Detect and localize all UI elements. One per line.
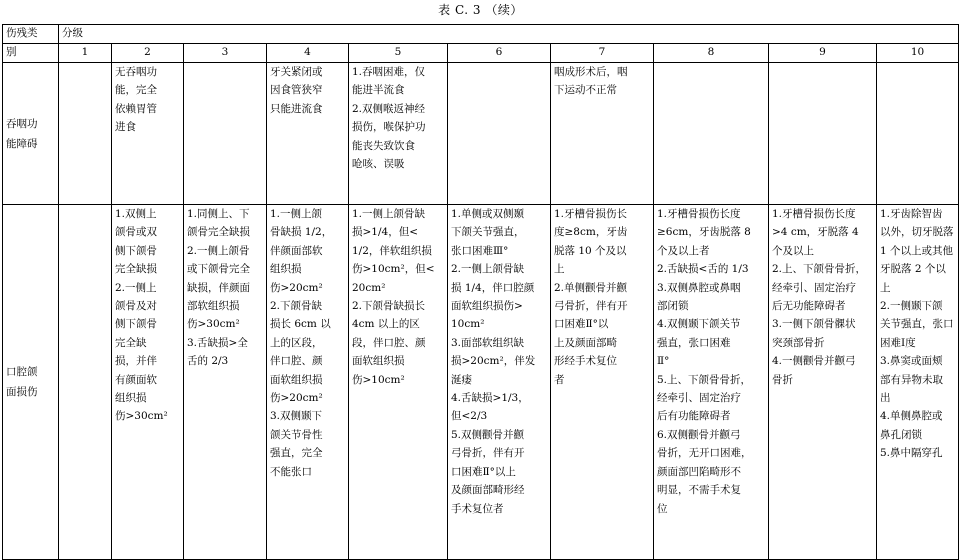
table-row: [3, 205, 959, 560]
grade-number: 5: [349, 44, 448, 63]
table-cell: 1.牙槽骨损伤长度 >4 cm，牙脱落 4 个及以上 2.上、下颌骨骨折， 经牵引、固定治疗 后无功能障碍者 3.一侧下颌骨髁状 突颈部骨折 4.一侧颧骨并颧弓 骨折: [769, 205, 877, 560]
table-cell: [59, 63, 112, 205]
grade-number: 9: [769, 44, 877, 63]
table-caption: 表 C. 3 （续）: [438, 3, 523, 17]
grade-header: 分级: [59, 25, 959, 44]
category-header-top: 伤残类: [3, 25, 59, 44]
table-cell: 1.一侧上颌 骨缺损 1/2， 伴颜面部软 组织损 伤>20cm² 2.下颌骨缺 损长 6cm 以 上的区段， 伴口腔、颜 面软组织损 伤>20cm² 3.双侧颞下 颌关节骨性 强直，完全 不能张口: [267, 205, 349, 560]
table-cell: [769, 63, 877, 205]
row-label-swallowing: 吞咽功 能障碍: [3, 63, 59, 205]
row-label-oral-maxillofacial: 口腔颌 面损伤: [3, 205, 59, 560]
grade-number: 7: [551, 44, 654, 63]
disability-grade-table: [2, 24, 959, 560]
table-row: [3, 63, 959, 205]
table-cell: [877, 63, 959, 205]
table-cell: [448, 63, 551, 205]
table-cell: 咽成形术后，咽 下运动不正常: [551, 63, 654, 205]
table-cell: [184, 63, 267, 205]
table-cell: 1.吞咽困难，仅 能进半流食 2.双侧喉返神经 损伤，喉保护功 能丧失致饮食 呛咳、误吸: [349, 63, 448, 205]
table-cell: 牙关紧闭或 因食管狭窄 只能进流食: [267, 63, 349, 205]
table-cell: 1.同侧上、下 颌骨完全缺损 2.一侧上颌骨 或下颌骨完全 缺损，伴颜面 部软组织损 伤>30cm² 3.舌缺损>全 舌的 2/3: [184, 205, 267, 560]
category-header-bottom: 别: [3, 44, 59, 63]
grade-number: 6: [448, 44, 551, 63]
table-cell: 无吞咽功 能，完全 依赖胃管 进食: [112, 63, 184, 205]
table-cell: 1.一侧上颌骨缺 损>1/4，但< 1/2，伴软组织损 伤>10cm²，但< 20cm² 2.下颌骨缺损长 4cm 以上的区 段，伴口腔、颜 面软组织损 伤>10cm²: [349, 205, 448, 560]
table-cell: 1.单侧或双侧颞 下颌关节强直， 张口困难Ⅲ° 2.一侧上颌骨缺 损 1/4，伴口腔颜 面软组织损伤> 10cm² 3.面部软组织缺 损>20cm²，伴发 涎瘘 4.舌缺损>1/3， 但<2/3 5.双侧颧骨并颧 弓骨折，伴有开 口困难Ⅱ°以上 及颜面部畸形经 手术复位者: [448, 205, 551, 560]
table-cell: [654, 63, 769, 205]
table-cell: 1.双侧上 颌骨或双 侧下颌骨 完全缺损 2.一侧上 颌骨及对 侧下颌骨 完全缺 损，并伴 有颜面软 组织损 伤>30cm²: [112, 205, 184, 560]
table-cell: 1.牙槽骨损伤长度 ≥6cm，牙齿脱落 8 个及以上者 2.舌缺损<舌的 1/3 3.双侧鼻腔或鼻咽 部闭锁 4.双侧颞下颌关节 强直，张口困难 Ⅱ° 5.上、下颌骨骨折， 经牵引、固定治疗 后有功能障碍者 6.双侧颧骨并颧弓 骨折，无开口困难， 颜面部凹陷畸形不 明显，不需手术复 位: [654, 205, 769, 560]
header-row-grades: [3, 44, 959, 63]
table-cell: 1.牙槽骨损伤长 度≥8cm，牙齿 脱落 10 个及以 上 2.单侧颧骨并颧 弓骨折，伴有开 口困难Ⅱ°以 上及颜面部畸 形经手术复位 者: [551, 205, 654, 560]
grade-number: 10: [877, 44, 959, 63]
table-cell: 1.牙齿除智齿 以外，切牙脱落 1 个以上或其他 牙脱落 2 个以 上 2.一侧颞下颌 关节强直，张口 困难Ⅰ度 3.鼻窦或面颊 部有异物未取 出 4.单侧鼻腔或 鼻孔闭锁 5.鼻中隔穿孔: [877, 205, 959, 560]
header-row-top: [3, 25, 959, 44]
grade-number: 4: [267, 44, 349, 63]
grade-number: 3: [184, 44, 267, 63]
grade-number: 8: [654, 44, 769, 63]
grade-number: 2: [112, 44, 184, 63]
grade-number: 1: [59, 44, 112, 63]
table-cell: [59, 205, 112, 560]
